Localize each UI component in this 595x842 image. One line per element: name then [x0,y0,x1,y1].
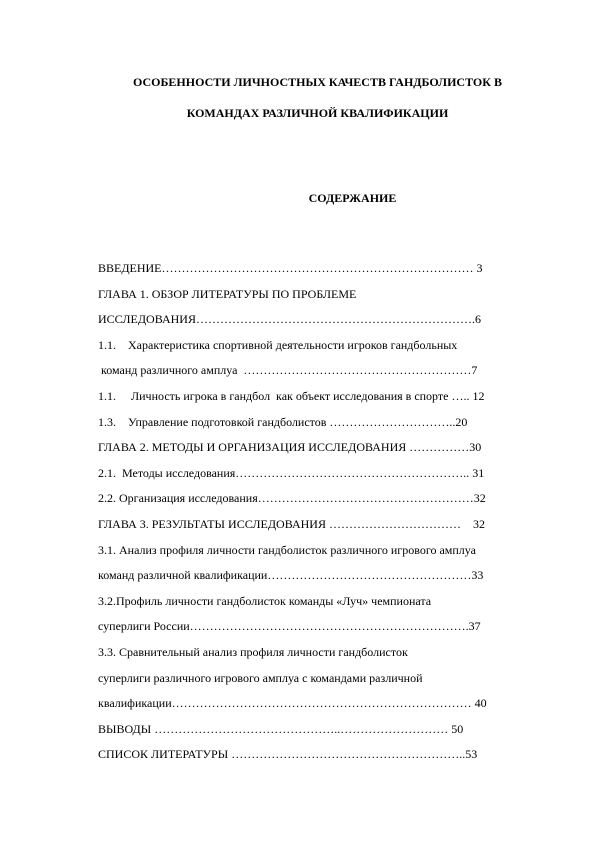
toc-entry-3-3: 3.3. Сравнительный анализ профиля личности гандболисток [98,644,408,659]
toc-entry-chapter-1: ГЛАВА 1. ОБЗОР ЛИТЕРАТУРЫ ПО ПРОБЛЕМЕ [98,286,357,301]
toc-entry-chapter-3: ГЛАВА 3. РЕЗУЛЬТАТЫ ИССЛЕДОВАНИЯ …………………………… 32 [98,516,485,531]
toc-entry-1-1: 1.1. Характеристика спортивной деятельности игроков гандбольных [98,337,458,352]
toc-entry-conclusions: ВЫВОДЫ ………………………………………..……………………… 50 [98,721,464,736]
document-title-line-2: КОМАНДАХ РАЗЛИЧНОЙ КВАЛИФИКАЦИИ [186,106,449,120]
toc-entry-chapter-1-cont: ИССЛЕДОВАНИЯ…………………………………………………………….6 [98,312,481,327]
table-of-contents [98,256,558,768]
toc-entry-chapter-2: ГЛАВА 2. МЕТОДЫ И ОРГАНИЗАЦИЯ ИССЛЕДОВАНИЯ ……………30 [98,440,482,455]
toc-entry-1-1-cont: команд различного амплуа …………………………………………………7 [98,363,478,378]
toc-entry-introduction: ВВЕДЕНИЕ…………………………………………………………………… 3 [98,261,483,275]
toc-entry-3-3-cont-2: квалификации………………………………………………………………… 40 [98,696,487,711]
toc-entry-2-1: 2.1. Методы исследования………………………………………………….. 31 [98,465,485,480]
toc-entry-3-1: 3.1. Анализ профиля личности гандболисток различного игрового амплуа [98,542,476,557]
toc-entry-3-1-cont: команд различной квалификации……………………………………………33 [98,568,484,583]
toc-entry-2-2: 2.2. Организация исследования………………………………………………32 [98,491,486,506]
toc-entry-3-2-cont: суперлиги России…………………………………………………………….37 [98,619,481,634]
document-title-line-1: ОСОБЕННОСТИ ЛИЧНОСТНЫХ КАЧЕСТВ ГАНДБОЛИСТОК В [133,75,502,89]
toc-entry-1-3: 1.3. Управление подготовкой гандболистов …………………………..20 [98,414,468,429]
toc-heading: СОДЕРЖАНИЕ [308,191,397,205]
toc-entry-references: СПИСОК ЛИТЕРАТУРЫ …………………………………………………..53 [98,747,478,762]
toc-entry-1-2: 1.1. Личность игрока в гандбол как объект исследования в спорте ….. 12 [98,388,485,403]
toc-entry-3-2: 3.2.Профиль личности гандболисток команды «Луч» чемпионата [98,593,432,608]
toc-entry-3-3-cont: суперлиги различного игрового амплуа с командами различной [98,670,423,685]
